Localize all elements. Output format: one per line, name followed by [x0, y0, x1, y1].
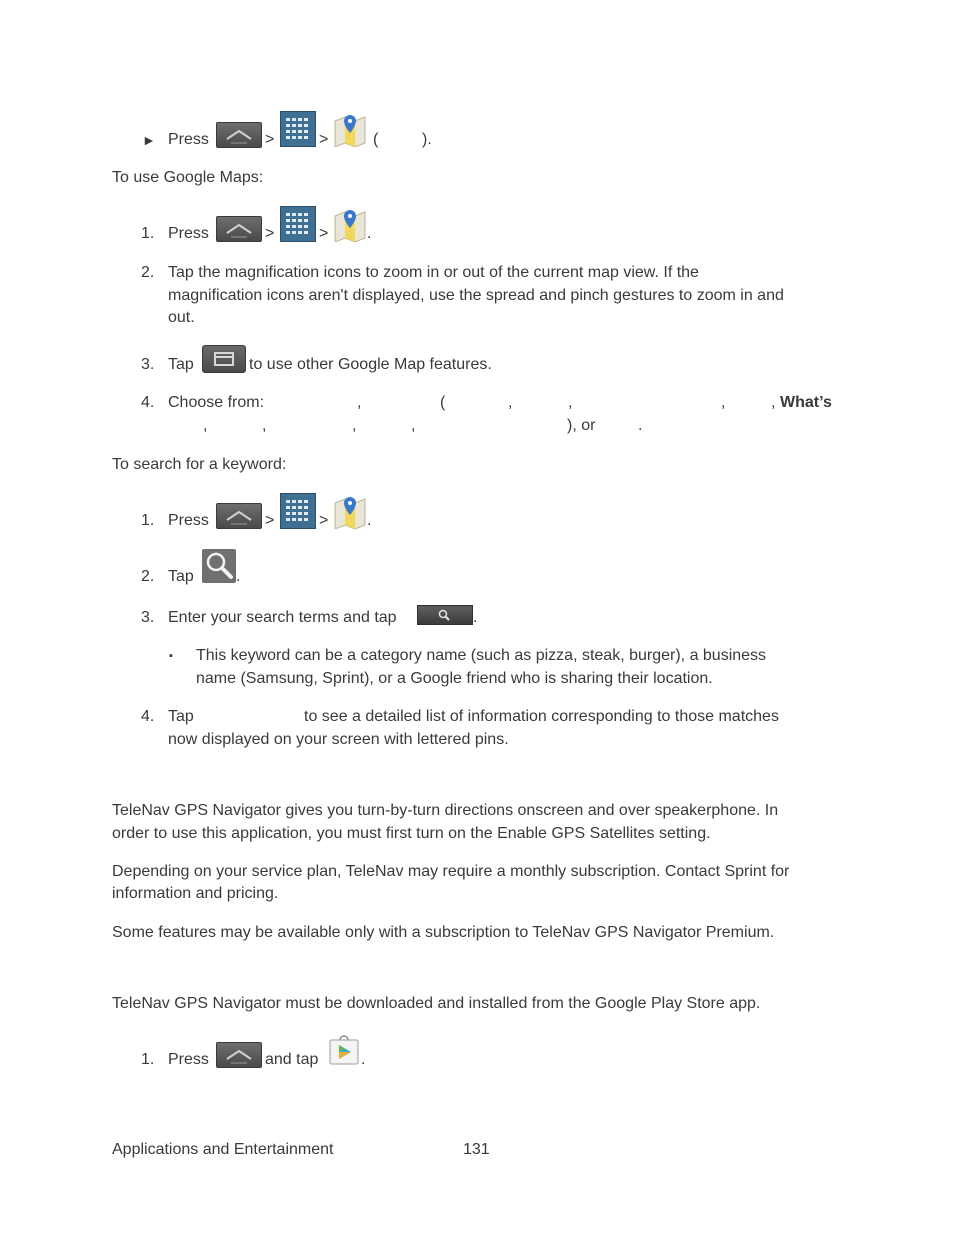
- comma: ,: [771, 394, 776, 411]
- tap-text: Tap: [168, 356, 194, 373]
- and-tap-text: and tap: [265, 1051, 319, 1068]
- period: .: [236, 568, 241, 585]
- applications-grid-icon: [280, 206, 316, 242]
- square-bullet: ▪: [169, 650, 173, 662]
- paren-open: (: [440, 394, 446, 411]
- period: .: [361, 1051, 366, 1068]
- applications-grid-icon: [280, 111, 316, 147]
- step-text-line: now displayed on your screen with lettered pins.: [168, 731, 509, 748]
- paragraph-line: information and pricing.: [112, 885, 279, 902]
- home-key-icon: [216, 503, 262, 529]
- page-number: 131: [463, 1141, 490, 1158]
- arrow-bullet: ►: [142, 132, 156, 148]
- menu-key-icon: [202, 345, 246, 373]
- play-store-icon: [327, 1032, 361, 1066]
- paragraph-line: order to use this application, you must first turn on the Enable GPS Satellites setting.: [112, 825, 711, 842]
- intro-search: To search for a keyword:: [112, 456, 287, 473]
- separator: >: [265, 512, 275, 529]
- search-icon: [202, 549, 236, 583]
- step-text-line: Enter your search terms and tap: [168, 609, 397, 626]
- step-text-line: Tap the magnification icons to zoom in or out of the current map view. If the: [168, 264, 699, 281]
- maps-icon: [333, 495, 367, 529]
- press-text: Press: [168, 225, 209, 242]
- step-number: 1.: [141, 512, 155, 529]
- applications-grid-icon: [280, 493, 316, 529]
- sub-text-line: name (Samsung, Sprint), or a Google friend who is sharing their location.: [196, 670, 713, 687]
- sub-text-line: This keyword can be a category name (such as pizza, steak, burger), a business: [196, 647, 767, 664]
- step-number: 4.: [141, 708, 155, 725]
- comma: ,: [508, 394, 513, 411]
- period: .: [367, 512, 372, 529]
- paragraph-line: Some features may be available only with a subscription to TeleNav GPS Navigator Premium.: [112, 924, 775, 941]
- period: .: [473, 609, 478, 626]
- maps-icon: [333, 208, 367, 242]
- separator: >: [319, 131, 329, 148]
- step-text-line: magnification icons aren't displayed, use the spread and pinch gestures to zoom in and: [168, 287, 784, 304]
- separator: >: [319, 512, 329, 529]
- press-text: Press: [168, 1051, 209, 1068]
- paragraph-line: Depending on your service plan, TeleNav may require a monthly subscription. Contact Sprint for: [112, 863, 790, 880]
- period: .: [367, 225, 372, 242]
- separator: >: [265, 225, 275, 242]
- step-number: 1.: [141, 225, 155, 242]
- press-text: Press: [168, 131, 209, 148]
- comma: ,: [203, 417, 208, 434]
- comma: ,: [721, 394, 726, 411]
- paren-close: ).: [422, 131, 432, 148]
- step-number: 1.: [141, 1051, 155, 1068]
- tap-text: Tap: [168, 708, 194, 725]
- paragraph-line: TeleNav GPS Navigator must be downloaded and installed from the Google Play Store app.: [112, 995, 761, 1012]
- tap-text: Tap: [168, 568, 194, 585]
- search-button-icon: [417, 605, 473, 625]
- comma: ,: [411, 417, 416, 434]
- footer-section-title: Applications and Entertainment: [112, 1141, 334, 1158]
- comma: ,: [352, 417, 357, 434]
- step-text-line: to see a detailed list of information corresponding to those matches: [304, 708, 779, 725]
- step-text-line: out.: [168, 309, 195, 326]
- or-text: ), or: [567, 417, 596, 434]
- step-number: 2.: [141, 264, 155, 281]
- step-number: 3.: [141, 609, 155, 626]
- home-key-icon: [216, 216, 262, 242]
- separator: >: [319, 225, 329, 242]
- comma: ,: [262, 417, 267, 434]
- press-text: Press: [168, 512, 209, 529]
- whats-here-label: What’s: [780, 394, 832, 411]
- choose-from-text: Choose from:: [168, 394, 265, 411]
- maps-icon: [333, 113, 367, 147]
- comma: ,: [357, 394, 362, 411]
- intro-google-maps: To use Google Maps:: [112, 169, 264, 186]
- home-key-icon: [216, 1042, 262, 1068]
- step-text-line: to use other Google Map features.: [249, 356, 492, 373]
- separator: >: [265, 131, 275, 148]
- home-key-icon: [216, 122, 262, 148]
- comma: ,: [568, 394, 573, 411]
- period: .: [638, 417, 643, 434]
- paren-open: (: [373, 131, 379, 148]
- paragraph-line: TeleNav GPS Navigator gives you turn-by-turn directions onscreen and over speakerphone. In: [112, 802, 779, 819]
- step-number: 4.: [141, 394, 155, 411]
- step-number: 2.: [141, 568, 155, 585]
- step-number: 3.: [141, 356, 155, 373]
